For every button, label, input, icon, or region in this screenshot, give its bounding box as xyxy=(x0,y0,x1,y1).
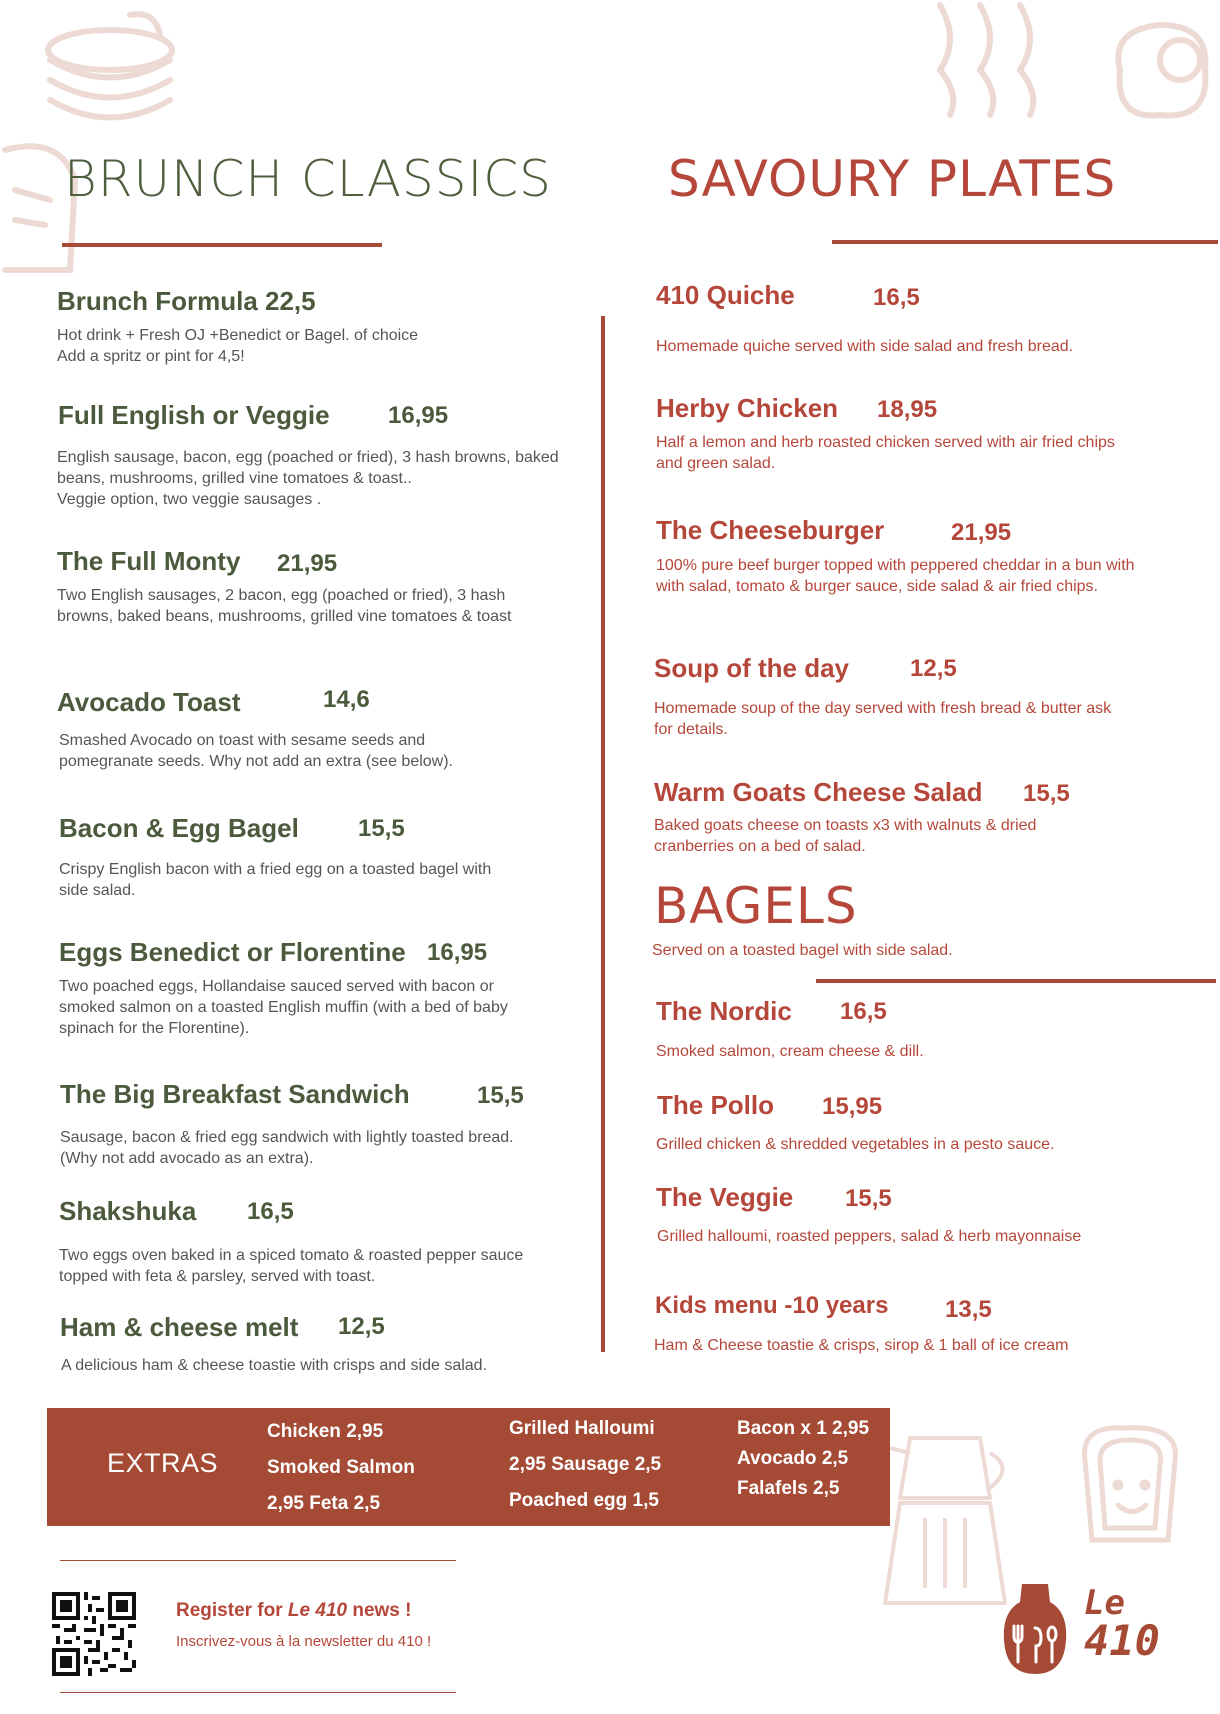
extras-item: 2,95 Feta 2,5 xyxy=(267,1493,381,1514)
newsletter-title-text: news ! xyxy=(347,1600,412,1621)
item-description: English sausage, bacon, egg (poached or fried), 3 hash browns, baked beans, mushrooms, grilled vine tomatoes & toast.. Veggie option, two veggie sausages . xyxy=(57,449,559,508)
divider xyxy=(60,1692,456,1693)
bagels-heading: BAGELS xyxy=(654,877,858,935)
extras-item: Smoked Salmon xyxy=(267,1457,415,1478)
newsletter-subtitle: Inscrivez-vous à la newsletter du 410 ! xyxy=(176,1633,432,1650)
item-name: Full English or Veggie xyxy=(58,400,330,430)
item-description: Grilled halloumi, roasted peppers, salad & herb mayonnaise xyxy=(657,1228,1082,1245)
divider xyxy=(816,979,1216,983)
extras-item: Grilled Halloumi xyxy=(509,1418,655,1439)
bagels-subtitle: Served on a toasted bagel with side salad. xyxy=(652,942,953,959)
logo-text xyxy=(1084,1583,1160,1665)
extras-column xyxy=(737,1414,869,1504)
item-price: 13,5 xyxy=(945,1296,992,1323)
logo-line: 410 xyxy=(1084,1616,1160,1665)
extras-item: Avocado 2,5 xyxy=(737,1448,849,1469)
extras-item: Falafels 2,5 xyxy=(737,1478,840,1499)
fried-egg-sketch-icon xyxy=(1100,10,1220,130)
item-name: Brunch Formula 22,5 xyxy=(57,286,316,316)
item-description: Homemade quiche served with side salad and fresh bread. xyxy=(656,338,1074,355)
item-price: 15,5 xyxy=(1023,780,1070,807)
item-price: 16,5 xyxy=(840,998,887,1025)
logo-line: Le xyxy=(1084,1583,1125,1623)
item-price: 14,6 xyxy=(323,686,370,713)
column-divider xyxy=(601,316,605,1352)
item-description: Two English sausages, 2 bacon, egg (poached or fried), 3 hash browns, baked beans, mushrooms, grilled vine tomatoes & toast xyxy=(57,587,512,625)
item-price: 12,5 xyxy=(338,1313,385,1340)
item-description: Half a lemon and herb roasted chicken served with air fried chips and green salad. xyxy=(656,434,1115,472)
item-name: The Pollo xyxy=(657,1090,774,1120)
item-description: Crispy English bacon with a fried egg on a toasted bagel with side salad. xyxy=(59,861,492,899)
item-price: 12,5 xyxy=(910,655,957,682)
extras-title: EXTRAS xyxy=(107,1448,219,1478)
qr-code-icon[interactable] xyxy=(52,1592,136,1676)
item-description: Ham & Cheese toastie & crisps, sirop & 1 ball of ice cream xyxy=(654,1337,1069,1354)
extras-item: 2,95 Sausage 2,5 xyxy=(509,1454,662,1475)
item-description: Two poached eggs, Hollandaise sauced served with bacon or smoked salmon on a toasted English muffin (with a bed of baby spinach for the Florentine). xyxy=(59,978,508,1037)
item-name: Bacon & Egg Bagel xyxy=(59,813,299,843)
item-description: Sausage, bacon & fried egg sandwich with lightly toasted bread. (Why not add avocado as an extra). xyxy=(60,1129,514,1167)
newsletter-brand: Le 410 xyxy=(287,1600,348,1621)
item-description: Smashed Avocado on toast with sesame seeds and pomegranate seeds. Why not add an extra (see below). xyxy=(59,732,453,770)
item-price: 16,5 xyxy=(247,1198,294,1225)
divider xyxy=(832,240,1218,244)
extras-column xyxy=(267,1414,415,1522)
divider xyxy=(60,1560,456,1561)
item-description: Hot drink + Fresh OJ +Benedict or Bagel. of choice Add a spritz or pint for 4,5! xyxy=(57,327,419,365)
item-price: 21,95 xyxy=(277,550,338,577)
item-name: Avocado Toast xyxy=(57,687,241,717)
extras-item: Bacon x 1 2,95 xyxy=(737,1418,870,1439)
item-name: The Big Breakfast Sandwich xyxy=(60,1079,410,1109)
item-description: Grilled chicken & shredded vegetables in a pesto sauce. xyxy=(656,1136,1055,1153)
item-price: 15,5 xyxy=(845,1185,892,1212)
item-price: 16,95 xyxy=(427,939,488,966)
item-price: 15,95 xyxy=(822,1093,883,1120)
item-price: 16,95 xyxy=(388,402,449,429)
le-410-logo xyxy=(1000,1580,1170,1676)
moka-pot-sketch-icon xyxy=(880,1428,1020,1608)
extras-item: Chicken 2,95 xyxy=(267,1421,384,1442)
savoury-plates-heading: SAVOURY PLATES xyxy=(668,150,1117,208)
divider xyxy=(62,243,382,247)
brunch-classics-heading: BRUNCH CLASSICS xyxy=(64,150,552,208)
item-name: Herby Chicken xyxy=(656,393,839,423)
extras-panel xyxy=(47,1408,890,1526)
item-name: 410 Quiche xyxy=(656,280,795,310)
item-name: The Veggie xyxy=(656,1182,794,1212)
item-price: 15,5 xyxy=(477,1082,524,1109)
item-price: 15,5 xyxy=(358,815,405,842)
item-description: A delicious ham & cheese toastie with crisps and side salad. xyxy=(61,1357,488,1374)
newsletter-title[interactable] xyxy=(176,1600,411,1622)
item-price: 16,5 xyxy=(873,284,920,311)
item-name: Ham & cheese melt xyxy=(60,1312,299,1342)
item-name: Warm Goats Cheese Salad xyxy=(654,777,983,807)
item-name: Eggs Benedict or Florentine xyxy=(59,937,406,967)
item-name: The Full Monty xyxy=(57,546,241,576)
item-name: The Cheeseburger xyxy=(656,515,885,545)
extras-item: Poached egg 1,5 xyxy=(509,1490,659,1511)
item-name: Shakshuka xyxy=(59,1196,197,1226)
item-price: 18,95 xyxy=(877,396,938,423)
item-description: Two eggs oven baked in a spiced tomato & roasted pepper sauce topped with feta & parsley, served with toast. xyxy=(59,1247,524,1285)
item-price: 21,95 xyxy=(951,519,1012,546)
toast-face-sketch-icon xyxy=(1070,1420,1190,1550)
newsletter-title-text: Register for xyxy=(176,1600,288,1621)
item-name: Soup of the day xyxy=(654,653,849,683)
extras-column xyxy=(509,1411,661,1519)
jug-logo-icon xyxy=(1000,1580,1070,1676)
item-description: Homemade soup of the day served with fresh bread & butter ask for details. xyxy=(654,700,1112,738)
item-name: Kids menu -10 years xyxy=(655,1292,889,1319)
item-description: Smoked salmon, cream cheese & dill. xyxy=(656,1043,924,1060)
item-description: 100% pure beef burger topped with peppered cheddar in a bun with with salad, tomato & burger sauce, side salad & air fried chips. xyxy=(656,557,1135,595)
item-name: The Nordic xyxy=(656,996,792,1026)
bacon-sketch-icon xyxy=(930,0,1090,120)
item-description: Baked goats cheese on toasts x3 with walnuts & dried cranberries on a bed of salad. xyxy=(654,817,1037,855)
pancakes-sketch-icon xyxy=(20,0,200,150)
